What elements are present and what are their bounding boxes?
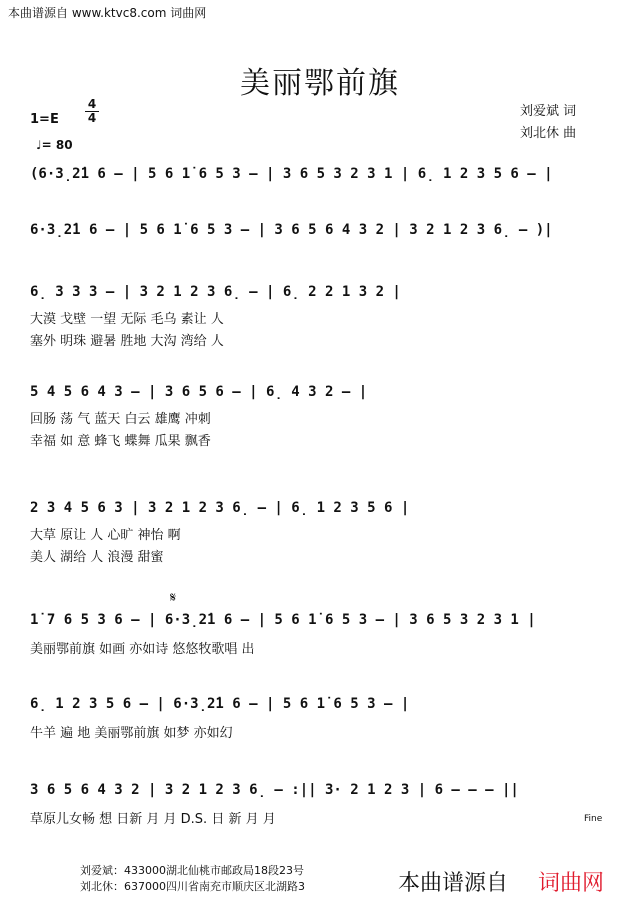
time-bottom: 4 — [85, 111, 99, 125]
lyrics-row-6: 美丽鄂前旗 如画 亦如诗 悠悠牧歌唱 出 — [30, 642, 255, 657]
brand-source: 本曲谱源自 — [398, 871, 509, 896]
brand-site: 词曲网 — [538, 871, 605, 896]
lyrics-row-4-verse-1: 回肠 荡 气 蓝天 白云 雄鹰 冲刺 — [30, 412, 211, 427]
lyricist-credit: 刘爱斌 词 — [520, 104, 577, 119]
notes-row-5: 2 3 4 5 6 3 | 3 2 1 2 3 6̣ – | 6̣ 1 2 3 5 6 | — [30, 500, 410, 516]
lyrics-row-8: 草原儿女畅 想 日新 月 月 D.S. 日 新 月 月 — [30, 812, 276, 827]
lyrics-row-3-verse-2: 塞外 明珠 避暑 胜地 大沟 湾给 人 — [30, 334, 224, 349]
composer-credit: 刘北休 曲 — [520, 126, 577, 141]
fine-mark: Fine — [584, 814, 603, 824]
site-header: 本曲谱源自 www.ktvc8.com 词曲网 — [8, 6, 207, 20]
notes-row-7: 6̣ 1 2 3 5 6 – | 6·3̣2̇1 6 – | 5 6 1̇ 6 5 3 – | — [30, 696, 410, 712]
time-top: 4 — [87, 97, 97, 111]
notes-row-8: 3 6 5 6 4 3 2 | 3 2 1 2 3 6̣ – :|| 3· 2 1 2 3 | 6 – – – || — [30, 782, 519, 798]
segno-sign: 𝄋 — [170, 590, 177, 606]
lyrics-row-4-verse-2: 幸福 如 意 蜂飞 蝶舞 瓜果 飘香 — [30, 434, 211, 449]
notes-row-3: 6̣ 3 3 3 – | 3 2 1 2 3 6̣ – | 6̣ 2 2 1 3 2 | — [30, 284, 401, 300]
composer-address: 刘北休：637000四川省南充市顺庆区北湖路3 — [80, 880, 305, 893]
time-signature — [85, 98, 99, 125]
lyrics-row-5-verse-1: 大草 原让 人 心旷 神怡 啊 — [30, 528, 181, 543]
notes-row-2: 6·3̣2̇1 6 – | 5 6 1̇ 6 5 3 – | 3 6 5 6 4 3 2 | 3 2 1 2 3 6̣ – )| — [30, 222, 553, 238]
notes-row-6: 1̇ 7 6 5 3 6 – | 6·3̣2̇1 6 – | 5 6 1̇ 6 5 3 – | 3 6 5 3 2 3 1 | — [30, 612, 536, 628]
lyricist-address: 刘爱斌：433000湖北仙桃市邮政局18段23号 — [80, 864, 304, 877]
song-title: 美丽鄂前旗 — [240, 66, 400, 101]
lyrics-row-3-verse-1: 大漠 戈壁 一望 无际 毛乌 素让 人 — [30, 312, 224, 327]
tempo-mark: ♩= 80 — [36, 138, 73, 152]
lyrics-row-5-verse-2: 美人 湖给 人 浪漫 甜蜜 — [30, 550, 164, 565]
key-signature: 1=E — [30, 112, 59, 127]
notes-row-4: 5 4 5 6 4 3 – | 3 6 5 6 – | 6̣ 4 3 2 – | — [30, 384, 368, 400]
lyrics-row-7: 牛羊 遍 地 美丽鄂前旗 如梦 亦如幻 — [30, 726, 233, 741]
notes-row-1: (6·3̣2̇1 6 – | 5 6 1̇ 6 5 3 – | 3 6 5 3 2 3 1 | 6̣ 1 2 3 5 6 – | — [30, 166, 553, 182]
